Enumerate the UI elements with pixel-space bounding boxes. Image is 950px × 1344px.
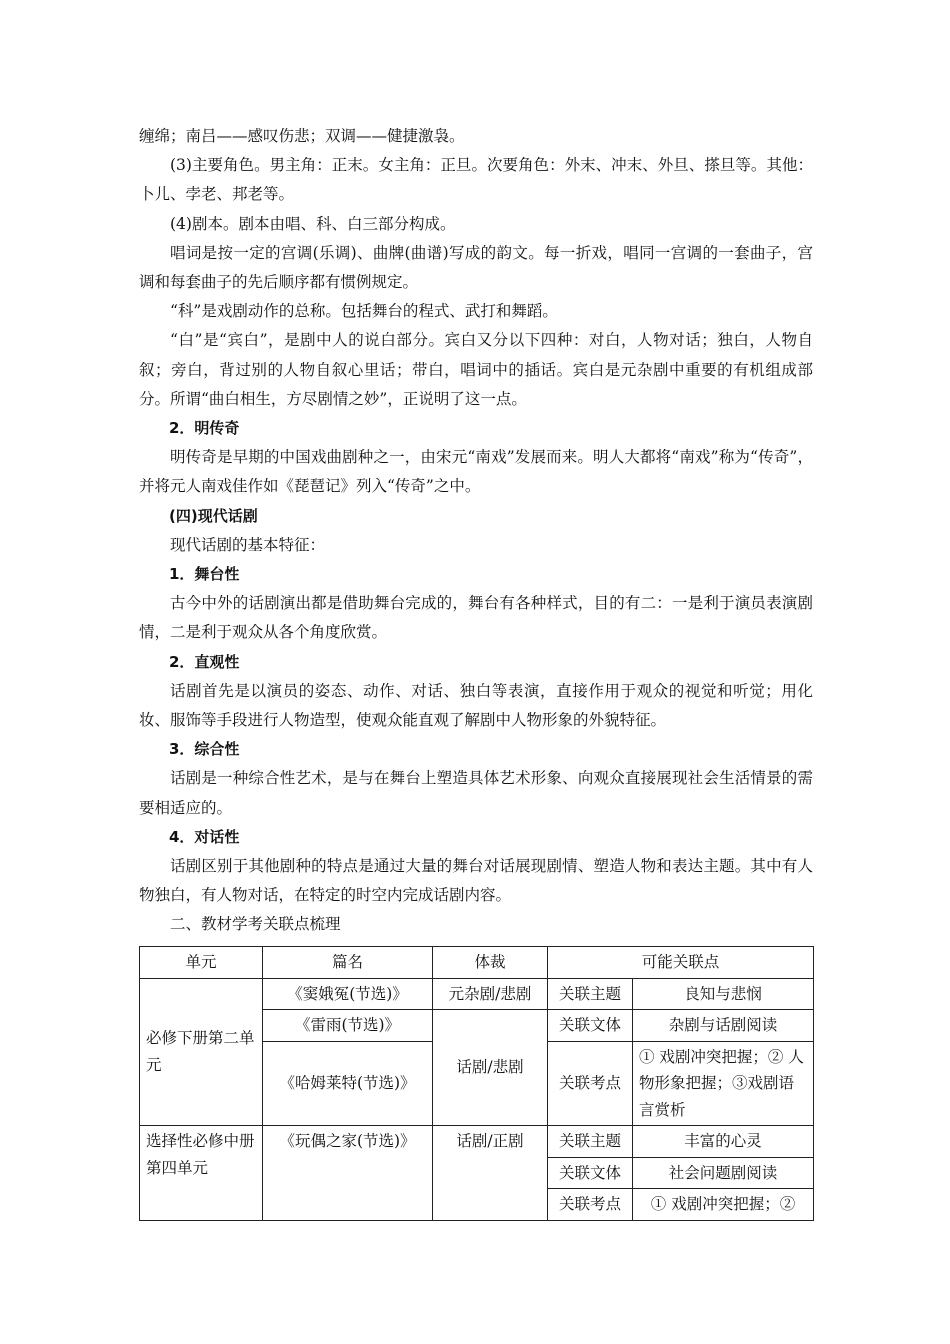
- document-body: [139, 122, 813, 940]
- header-cell: 篇名: [263, 947, 433, 979]
- paragraph: 缠绵；南吕——感叹伤悲；双调——健捷激袅。: [139, 127, 465, 145]
- assoc-value-cell: 良知与悲悯: [633, 978, 814, 1010]
- assoc-value-cell: ① 戏剧冲突把握；②: [633, 1189, 814, 1221]
- header-cell: 单元: [140, 947, 263, 979]
- section-heading: 2．直观性: [169, 652, 240, 671]
- assoc-label-cell: 关联考点: [548, 1041, 633, 1126]
- work-cell: 《玩偶之家(节选)》: [263, 1126, 433, 1221]
- paragraph: (4)剧本。剧本由唱、科、白三部分构成。: [170, 214, 456, 233]
- paragraph: 现代话剧的基本特征：: [170, 535, 326, 554]
- paragraph: 话剧是一种综合性艺术，是与在舞台上塑造具体艺术形象、向观众直接展现社会生活情景的需要相适应的。: [139, 769, 813, 817]
- unit-cell: 必修下册第二单元: [140, 978, 263, 1126]
- genre-cell: 话剧/悲剧: [433, 1010, 548, 1126]
- assoc-label-cell: 关联考点: [548, 1189, 633, 1221]
- section-heading: 1．舞台性: [169, 565, 240, 584]
- assoc-value-cell: ① 戏剧冲突把握；② 人物形象把握；③戏剧语言赏析: [633, 1041, 814, 1126]
- section-heading: 二、教材学考关联点梳理: [170, 915, 341, 934]
- assoc-label-cell: 关联主题: [548, 978, 633, 1010]
- work-cell: 《哈姆莱特(节选)》: [263, 1041, 433, 1126]
- unit-cell: 选择性必修中册第四单元: [140, 1126, 263, 1221]
- assoc-label-cell: 关联文体: [548, 1157, 633, 1189]
- paragraph: 明传奇是早期的中国戏曲剧种之一，由宋元“南戏”发展而来。明人大都将“南戏”称为“传奇”，并将元人南戏佳作如《琵琶记》列入“传奇”之中。: [139, 448, 813, 496]
- header-cell: 可能关联点: [548, 947, 814, 979]
- textbook-link-table: [139, 946, 814, 1221]
- paragraph: 古今中外的话剧演出都是借助舞台完成的，舞台有各种样式，目的有二：一是利于演员表演剧情，二是利于观众从各个角度欣赏。: [139, 594, 813, 642]
- assoc-value-cell: 社会问题剧阅读: [633, 1157, 814, 1189]
- paragraph: 话剧区别于其他剧种的特点是通过大量的舞台对话展现剧情、塑造人物和表达主题。其中有人物独白，有人物对话，在特定的时空内完成话剧内容。: [139, 857, 813, 905]
- section-heading: 3．综合性: [169, 740, 240, 759]
- paragraph: 话剧首先是以演员的姿态、动作、对话、独白等表演，直接作用于观众的视觉和听觉；用化妆、服饰等手段进行人物造型，使观众能直观了解剧中人物形象的外貌特征。: [139, 681, 813, 730]
- genre-cell: 话剧/正剧: [433, 1126, 548, 1221]
- section-heading: 2．明传奇: [169, 419, 240, 438]
- work-cell: 《雷雨(节选)》: [263, 1010, 433, 1042]
- section-heading: 4．对话性: [169, 827, 240, 846]
- assoc-label-cell: 关联主题: [548, 1126, 633, 1158]
- table-row: [140, 1126, 814, 1158]
- paragraph: 唱词是按一定的宫调(乐调)、曲牌(曲谱)写成的韵文。每一折戏，唱同一宫调的一套曲子，宫调和每套曲子的先后顺序都有惯例规定。: [139, 243, 813, 292]
- assoc-label-cell: 关联文体: [548, 1010, 633, 1042]
- section-heading: (四)现代话剧: [169, 506, 258, 525]
- assoc-value-cell: 杂剧与话剧阅读: [633, 1010, 814, 1042]
- table-header-row: [140, 947, 814, 979]
- header-cell: 体裁: [433, 947, 548, 979]
- work-cell: 《窦娥冤(节选)》: [263, 978, 433, 1010]
- paragraph: “白”是“宾白”，是剧中人的说白部分。宾白又分以下四种：对白，人物对话；独白，人物自叙；旁白，背过别的人物自叙心里话；带白，唱词中的插话。宾白是元杂剧中重要的有机组成部分。所谓“曲白相生，方尽剧情之妙”，正说明了这一点。: [139, 331, 813, 408]
- paragraph: “科”是戏剧动作的总称。包括舞台的程式、武打和舞蹈。: [170, 302, 558, 321]
- genre-cell: 元杂剧/悲剧: [433, 978, 548, 1010]
- table-row: [140, 978, 814, 1010]
- assoc-value-cell: 丰富的心灵: [633, 1126, 814, 1158]
- paragraph: (3)主要角色。男主角：正末。女主角：正旦。次要角色：外末、冲末、外旦、搽旦等。其他：卜儿、孛老、邦老等。: [139, 156, 813, 204]
